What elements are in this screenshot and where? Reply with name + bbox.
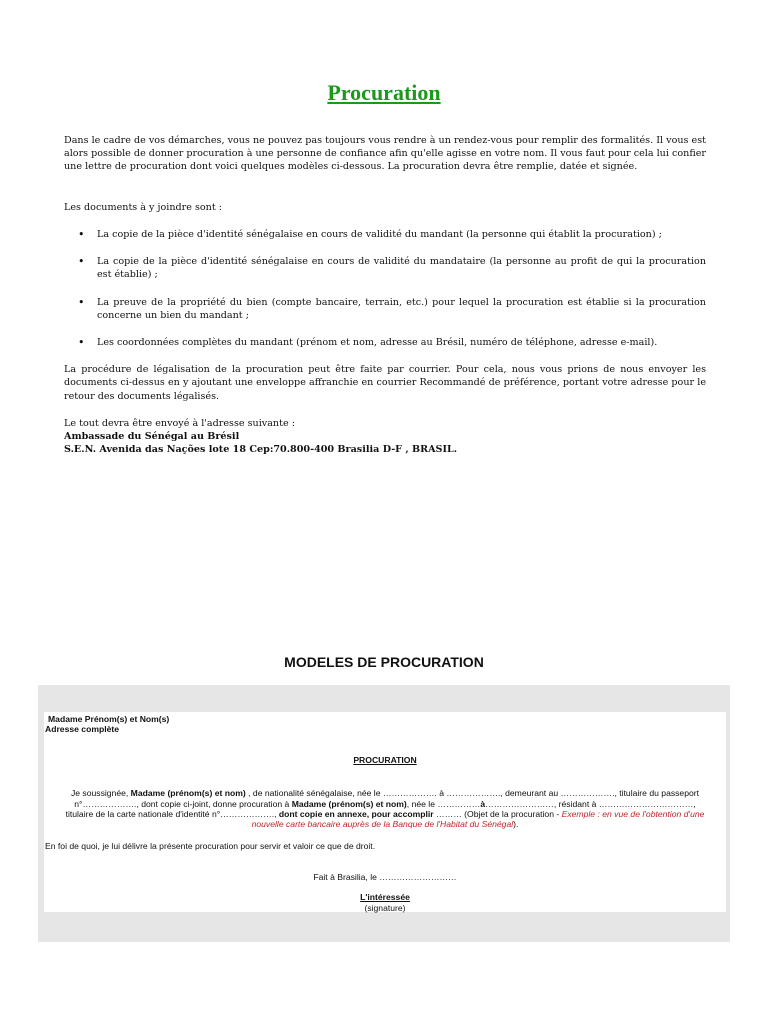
intro-paragraph: Dans le cadre de vos démarches, vous ne pouvez pas toujours vous rendre à un rendez-vous pour remplir des formalités. Il vous est alors possible de donner procuration à une personne de confiance afin qu'elle agisse en votre nom. Il vous faut pour cela lui confier une lettre de procuration dont voici quelques modèles ci-dessous. La procuration devra être remplie, datée et signée. (64, 135, 706, 173)
list-item: • La preuve de la propriété du bien (compte bancaire, terrain, etc.) pour lequel la procuration est établie si la procuration concerne un bien du mandant ; (78, 295, 706, 321)
model-line-4: nouvelle carte bancaire auprès de la Banque de l'Habitat du Sénégal). (251, 819, 519, 829)
bullet-icon: • (78, 336, 85, 350)
model-signature: (signature) (364, 903, 406, 913)
address-intro: Le tout devra être envoyé à l'adresse suivante : (64, 418, 295, 429)
list-item: • Les coordonnées complètes du mandant (prénom et nom, adresse au Brésil, numéro de téléphone, adresse e-mail). (78, 336, 658, 350)
model-line-2: n°………………., dont copie ci-joint, donne procuration à Madame (prénom(s) et nom), née le ……………à……………………, résidant à ……………………………, (74, 799, 696, 809)
model-signatory: L'intéressée (360, 892, 410, 902)
model-closing: En foi de quoi, je lui délivre la présente procuration pour servir et valoir ce que de droit. (45, 841, 376, 851)
model-document (44, 712, 726, 912)
model-heading: PROCURATION (353, 755, 417, 765)
bullet-icon: • (78, 295, 85, 309)
list-item: • La copie de la pièce d'identité sénégalaise en cours de validité du mandant (la personne qui établit la procuration) ; (78, 228, 662, 241)
models-heading: MODELES DE PROCURATION (284, 654, 484, 670)
documents-heading: Les documents à y joindre sont : (64, 202, 222, 213)
list-item: • La copie de la pièce d'identité sénégalaise en cours de validité du mandataire (la personne au profit de qui la procuration est établie) ; (78, 255, 706, 281)
model-name-line: Madame Prénom(s) et Nom(s) (48, 714, 170, 724)
address-line-2: S.E.N. Avenida das Nações lote 18 Cep:70.800-400 Brasilia D-F , BRASIL. (64, 444, 458, 455)
model-line-3: titulaire de la carte nationale d'identité n°………………., dont copie en annexe, pour accomplir ……… (Objet de la procuration - Exemple : en vue de l'obtention d'une (65, 809, 705, 819)
bullet-icon: • (78, 255, 85, 269)
address-block (64, 417, 706, 456)
page-title: Procuration (327, 80, 441, 105)
documents-list (64, 228, 706, 363)
address-line-1: Ambassade du Sénégal au Brésil (64, 431, 240, 442)
bullet-icon: • (78, 228, 85, 241)
model-line-1: Je soussignée, Madame (prénom(s) et nom) , de nationalité sénégalaise, née le ………………. à ………………., demeurant au ………………., titulaire du passeport (70, 788, 700, 798)
model-place-date: Fait à Brasilia, le ……………………… (313, 872, 457, 882)
procedure-paragraph: La procédure de légalisation de la procuration peut être faite par courrier. Pour cela, nous vous prions de nous envoyer les documents ci-dessus en y ajoutant une enveloppe affranchie en courrier Recommandé de préférence, portant votre adresse pour le retour des documents légalisés. (64, 364, 706, 402)
model-address-line: Adresse complète (45, 724, 120, 734)
